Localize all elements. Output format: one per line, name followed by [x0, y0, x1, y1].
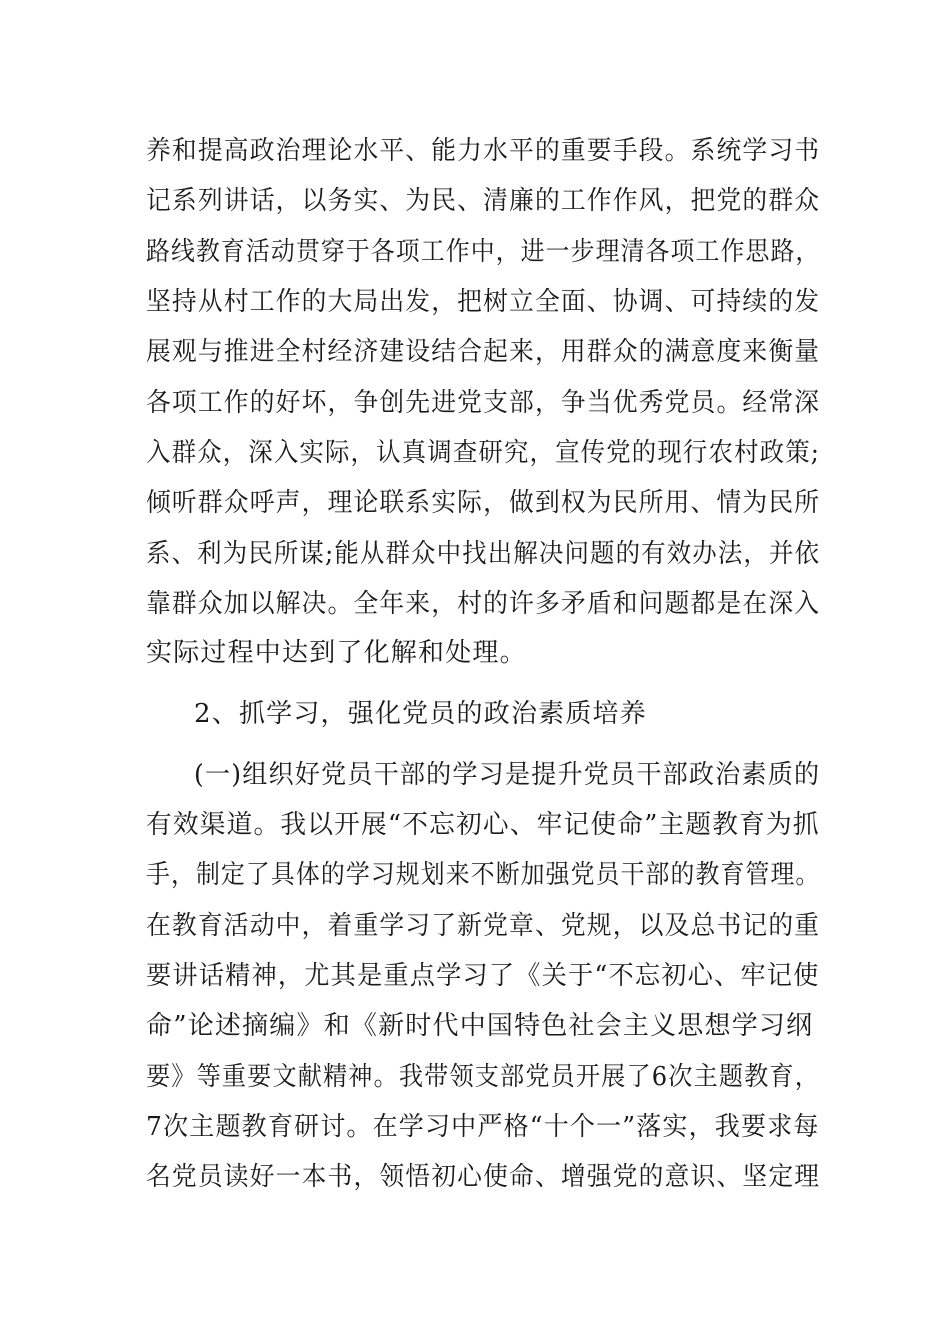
paragraph-line: 要》等重要文献精神。我带领支部党员开展了6次主题教育， [146, 1062, 820, 1092]
paragraph-line: (一)组织好党员干部的学习是提升党员干部政治素质的 [194, 760, 821, 790]
paragraph-line: 养和提高政治理论水平、能力水平的重要手段。系统学习书 [146, 136, 821, 166]
paragraph-line: 在教育活动中，着重学习了新党章、党规，以及总书记的重 [146, 911, 821, 941]
paragraph-line: 命”论述摘编》和《新时代中国特色社会主义思想学习纲 [146, 1011, 814, 1041]
paragraph-line: 各项工作的好坏，争创先进党支部，争当优秀党员。经常深 [146, 388, 821, 418]
section-heading: 2、抓学习，强化党员的政治素质培养 [194, 699, 647, 729]
paragraph-line: 要讲话精神，尤其是重点学习了《关于“不忘初心、牢记使 [146, 961, 820, 991]
paragraph-line: 实际过程中达到了化解和处理。 [146, 638, 527, 668]
paragraph-line: 展观与推进全村经济建设结合起来，用群众的满意度来衡量 [146, 337, 821, 367]
paragraph-line: 7次主题教育研讨。在学习中严格“十个一”落实，我要求每 [146, 1112, 820, 1142]
paragraph-line: 手，制定了具体的学习规划来不断加强党员干部的教育管理。 [146, 860, 821, 890]
paragraph-line: 靠群众加以解决。全年来，村的许多矛盾和问题都是在深入 [146, 589, 821, 619]
paragraph-line: 记系列讲话，以务实、为民、清廉的工作作风，把党的群众 [146, 186, 821, 216]
paragraph-line: 名党员读好一本书，领悟初心使命、增强党的意识、坚定理 [146, 1162, 821, 1192]
paragraph-line: 入群众，深入实际，认真调查研究，宣传党的现行农村政策; [146, 438, 821, 468]
paragraph-line: 倾听群众呼声，理论联系实际，做到权为民所用、情为民所 [146, 488, 821, 518]
paragraph-line: 有效渠道。我以开展“不忘初心、牢记使命”主题教育为抓 [146, 810, 820, 840]
paragraph-line: 路线教育活动贯穿于各项工作中，进一步理清各项工作思路， [146, 237, 821, 267]
paragraph-line: 系、利为民所谋;能从群众中找出解决问题的有效办法，并依 [146, 539, 821, 569]
paragraph-line: 坚持从村工作的大局出发，把树立全面、协调、可持续的发 [146, 287, 821, 317]
